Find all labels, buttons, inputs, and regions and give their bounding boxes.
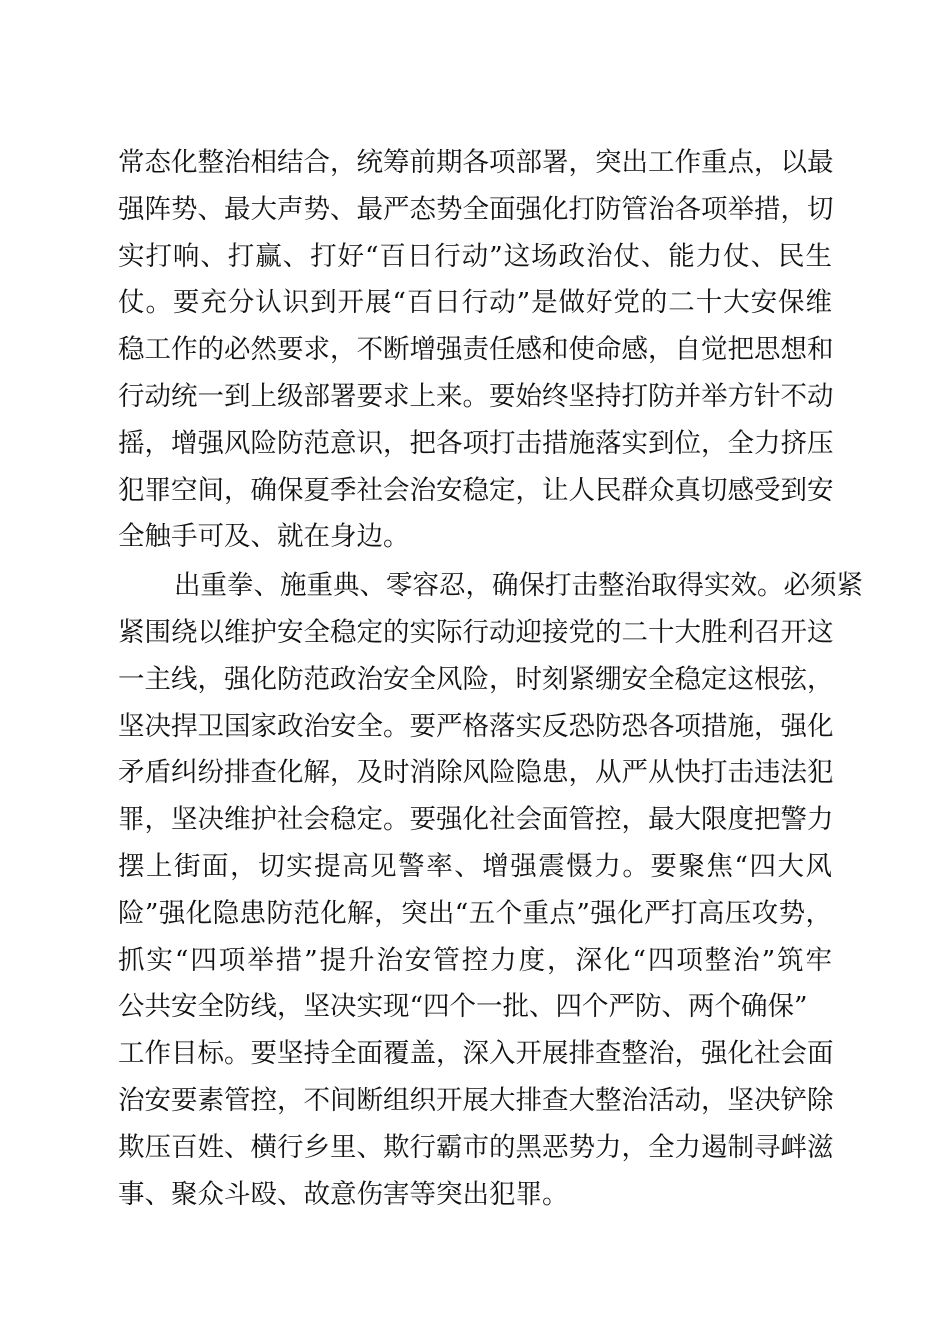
text-line: 紧围绕以维护安全稳定的实际行动迎接党的二十大胜利召开这 [118, 616, 834, 648]
text-line: 行动统一到上级部署要求上来。要始终坚持打防并举方针不动 [118, 380, 834, 412]
paragraph-1 [118, 140, 832, 561]
text-line: 犯罪空间，确保夏季社会治安稳定，让人民群众真切感受到安 [118, 474, 834, 506]
text-line: 摇，增强风险防范意识，把各项打击措施落实到位，全力挤压 [118, 427, 834, 459]
text-line: 抓实“四项举措”提升治安管控力度，深化“四项整治”筑牢 [118, 944, 832, 976]
text-line: 常态化整治相结合，统筹前期各项部署，突出工作重点，以最 [118, 147, 834, 178]
text-line: 欺压百姓、横行乡里、欺行霸市的黑恶势力，全力遏制寻衅滋 [118, 1131, 834, 1163]
text-line: 矛盾纠纷排查化解，及时消除风险隐患，从严从快打击违法犯 [118, 757, 834, 789]
text-line: 仗。要充分认识到开展“百日行动”是做好党的二十大安保维 [118, 287, 832, 319]
text-line: 治安要素管控，不间断组织开展大排查大整治活动，坚决铲除 [118, 1084, 834, 1116]
text-line: 稳工作的必然要求，不断增强责任感和使命感，自觉把思想和 [118, 334, 834, 366]
text-line: 坚决捍卫国家政治安全。要严格落实反恐防恐各项措施，强化 [118, 710, 834, 742]
text-line: 实打响、打赢、打好“百日行动”这场政治仗、能力仗、民生 [118, 240, 832, 272]
text-line: 摆上街面，切实提高见警率、增强震慑力。要聚焦“四大风 [118, 850, 832, 882]
text-line: 工作目标。要坚持全面覆盖，深入开展排查整治，强化社会面 [118, 1038, 834, 1070]
text-line: 出重拳、施重典、零容忍，确保打击整治取得实效。必须紧 [174, 570, 863, 602]
text-line: 险”强化隐患防范化解，突出“五个重点”强化严打高压攻势， [118, 897, 832, 929]
text-line: 罪，坚决维护社会稳定。要强化社会面管控，最大限度把警力 [118, 804, 834, 836]
text-line: 强阵势、最大声势、最严态势全面强化打防管治各项举措，切 [118, 193, 834, 225]
text-line: 一主线，强化防范政治安全风险，时刻紧绷安全稳定这根弦， [118, 663, 834, 695]
document-page [118, 140, 863, 1218]
text-line: 公共安全防线，坚决实现“四个一批、四个严防、两个确保” [118, 991, 808, 1023]
text-line: 事、聚众斗殴、故意伤害等突出犯罪。 [118, 1178, 569, 1210]
text-line: 全触手可及、就在身边。 [118, 521, 410, 553]
paragraph-2 [118, 563, 863, 1218]
